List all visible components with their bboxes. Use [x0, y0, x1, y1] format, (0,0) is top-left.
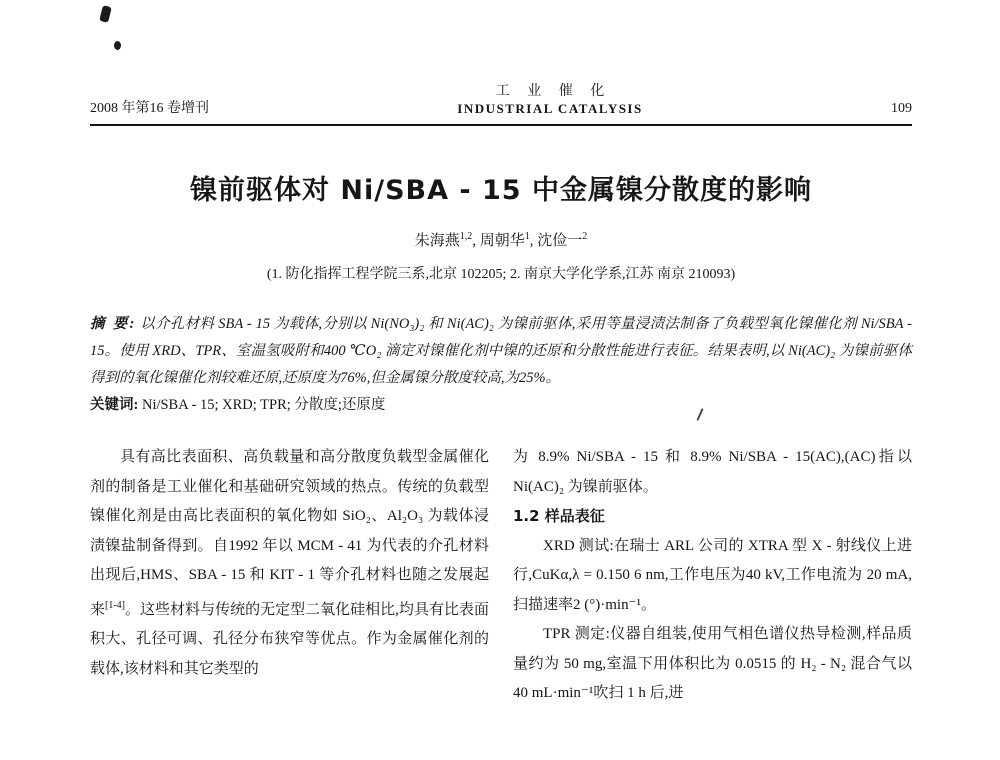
author-3-name: 沈俭一: [537, 233, 583, 250]
keywords-text: Ni/SBA - 15; XRD; TPR; 分散度;还原度: [141, 397, 386, 414]
scan-artifact: [114, 41, 121, 50]
two-column-body: [90, 443, 912, 709]
author-2-affil-marker: 1: [524, 231, 530, 243]
journal-name: [457, 84, 642, 117]
xrd-paragraph: XRD 测试:在瑞士 ARL 公司的 XTRA 型 X - 射线仪上进行,CuKα,λ = 0.150 6 nm,工作电压为40 kV,工作电流为 20 mA,扫描速率2 (°)·min⁻¹。: [513, 537, 912, 613]
author-separator: ,: [529, 233, 534, 250]
author-3: [537, 233, 587, 249]
reference-citation: [1-4]: [105, 599, 126, 611]
author-1-affil-marker: 1,2: [459, 231, 473, 243]
author-separator: ,: [472, 233, 476, 250]
author-3-affil-marker: 2: [582, 231, 588, 243]
header-rule: [90, 124, 912, 126]
section-heading-1-2: 1.2 样品表征: [513, 507, 605, 526]
abstract-block: [90, 311, 912, 392]
continuation-paragraph: 为 8.9% Ni/SBA - 15 和 8.9% Ni/SBA - 15(AC),(AC)指以 Ni(AC)₂ 为镍前驱体。: [513, 449, 912, 495]
page-number: 109: [891, 101, 912, 117]
affiliation-line: (1. 防化指挥工程学院三系,北京 102205; 2. 南京大学化学系,江苏 南京 210093): [266, 267, 736, 283]
intro-text-2: 。这些材料与传统的无定型二氧化硅相比,均具有比表面积大、孔径可调、孔径分布狭窄等优点。作为金属催化剂的载体,该材料和其它类型的: [90, 601, 489, 677]
running-head: [90, 84, 912, 117]
byline: [90, 229, 912, 250]
author-1-name: 朱海燕: [414, 233, 460, 250]
intro-text-1: 具有高比表面积、高负载量和高分散度负载型金属催化剂的制备是工业催化和基础研究领域的热点。传统的负载型镍催化剂是由高比表面积的氧化物如 SiO₂、Al₂O₃ 为载体浸渍镍盐制备得到。自1992 年以 MCM - 41 为代表的介孔材料出现后,HMS、SBA - 15 和 KIT - 1 等介孔材料也随之发展起来: [90, 449, 489, 618]
author-2-name: 周朝华: [479, 233, 525, 250]
article-title: 镍前驱体对 Ni/SBA - 15 中金属镍分散度的影响: [189, 175, 812, 207]
journal-name-en: INDUSTRIAL CATALYSIS: [457, 101, 643, 117]
abstract-text: 以介孔材料 SBA - 15 为载体,分别以 Ni(NO₃)₂ 和 Ni(AC)₂ 为镍前驱体,采用等量浸渍法制备了负载型氧化镍催化剂 Ni/SBA - 15。使用 XRD、TPR、室温氢吸附和400 ℃O₂ 滴定对镍催化剂中镍的还原和分散性能进行表征。结果表明,以 Ni(AC)₂ 为镍前驱体得到的氧化镍催化剂较难还原,还原度为76%,但金属镍分散度较高,为25%。: [90, 316, 913, 387]
keywords-label: 关键词:: [90, 397, 139, 414]
journal-name-cn: 工 业 催 化: [495, 84, 612, 99]
abstract-label: 摘 要:: [90, 316, 137, 333]
intro-paragraph: [90, 443, 489, 684]
author-2: [480, 233, 530, 249]
author-1: [415, 233, 473, 249]
left-column: [90, 443, 489, 709]
right-column: [513, 443, 912, 709]
keywords-block: [90, 392, 912, 419]
issue-label: 2008 年第16 卷增刊: [90, 101, 209, 117]
tpr-paragraph: TPR 测定:仪器自组装,使用气相色谱仪热导检测,样品质量约为 50 mg,室温下用体积比为 0.0515 的 H₂ - N₂ 混合气以 40 mL·min⁻¹吹扫 1 h 后,进: [513, 626, 912, 702]
